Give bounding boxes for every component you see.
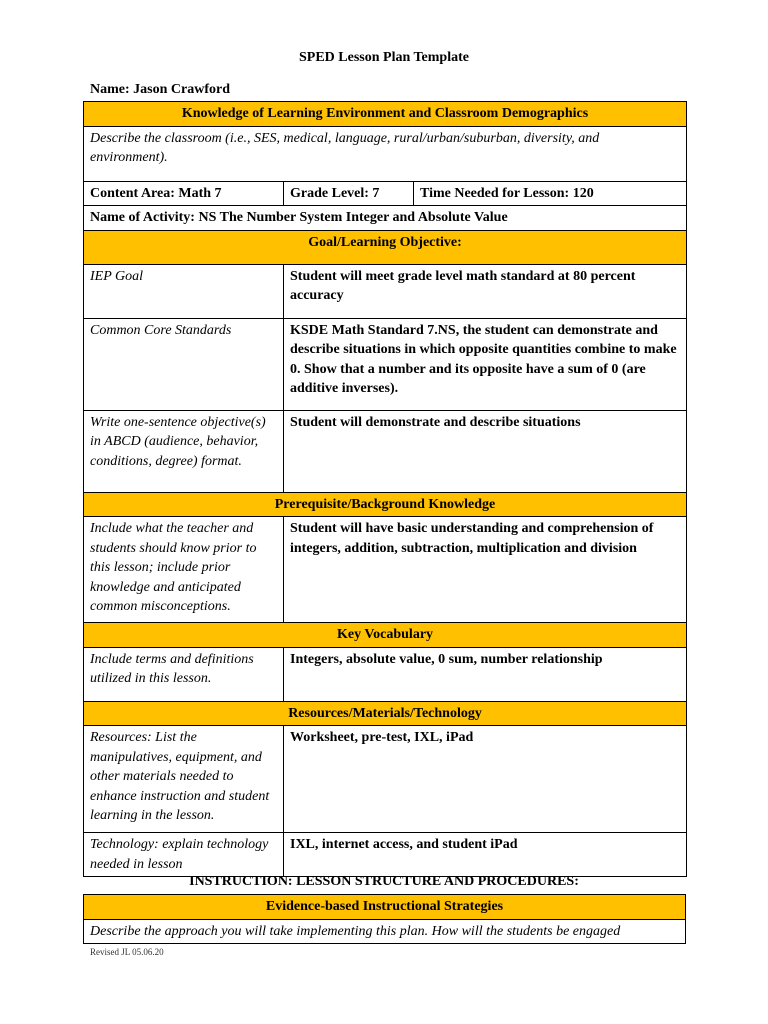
teacher-name: Name: Jason Crawford bbox=[90, 82, 230, 97]
iep-goal-label: IEP Goal bbox=[84, 264, 284, 318]
time-needed: Time Needed for Lesson: 120 bbox=[414, 181, 687, 206]
vocabulary-header: Key Vocabulary bbox=[84, 623, 687, 648]
classroom-prompt: Describe the classroom (i.e., SES, medical, language, rural/urban/suburban, diversity, and environment). bbox=[84, 126, 687, 181]
resources-value: Worksheet, pre-test, IXL, iPad bbox=[284, 726, 687, 833]
instruction-heading: INSTRUCTION: LESSON STRUCTURE AND PROCEDURES: bbox=[189, 874, 579, 889]
prerequisite-header: Prerequisite/Background Knowledge bbox=[84, 492, 687, 517]
knowledge-header: Knowledge of Learning Environment and Classroom Demographics bbox=[84, 102, 687, 127]
resources-header: Resources/Materials/Technology bbox=[84, 701, 687, 726]
common-core-value: KSDE Math Standard 7.NS, the student can demonstrate and describe situations in which opposite quantities combine to make 0. Show that a number and its opposite have a sum of 0 (are additive inverses). bbox=[284, 318, 687, 410]
content-area: Content Area: Math 7 bbox=[84, 181, 284, 206]
vocabulary-label: Include terms and definitions utilized in this lesson. bbox=[84, 647, 284, 701]
revision-footer: Revised JL 05.06.20 bbox=[90, 947, 164, 957]
document-title: SPED Lesson Plan Template bbox=[299, 50, 469, 65]
evidence-table bbox=[83, 894, 686, 944]
iep-goal-value: Student will meet grade level math standard at 80 percent accuracy bbox=[284, 264, 687, 318]
evidence-prompt: Describe the approach you will take implementing this plan. How will the students be engaged bbox=[84, 919, 686, 944]
activity-name: Name of Activity: NS The Number System Integer and Absolute Value bbox=[84, 206, 687, 231]
common-core-label: Common Core Standards bbox=[84, 318, 284, 410]
lesson-plan-table bbox=[83, 101, 687, 877]
objective-label: Write one-sentence objective(s) in ABCD (audience, behavior, conditions, degree) format. bbox=[84, 410, 284, 492]
objective-value: Student will demonstrate and describe situations bbox=[284, 410, 687, 492]
goal-header: Goal/Learning Objective: bbox=[84, 230, 687, 264]
technology-label: Technology: explain technology needed in lesson bbox=[84, 833, 284, 877]
technology-value: IXL, internet access, and student iPad bbox=[284, 833, 687, 877]
vocabulary-value: Integers, absolute value, 0 sum, number relationship bbox=[284, 647, 687, 701]
grade-level: Grade Level: 7 bbox=[284, 181, 414, 206]
resources-label: Resources: List the manipulatives, equipment, and other materials needed to enhance instruction and student learning in the lesson. bbox=[84, 726, 284, 833]
evidence-header: Evidence-based Instructional Strategies bbox=[84, 895, 686, 920]
prerequisite-label: Include what the teacher and students should know prior to this lesson; include prior knowledge and anticipated common misconceptions. bbox=[84, 517, 284, 623]
prerequisite-value: Student will have basic understanding and comprehension of integers, addition, subtraction, multiplication and division bbox=[284, 517, 687, 623]
